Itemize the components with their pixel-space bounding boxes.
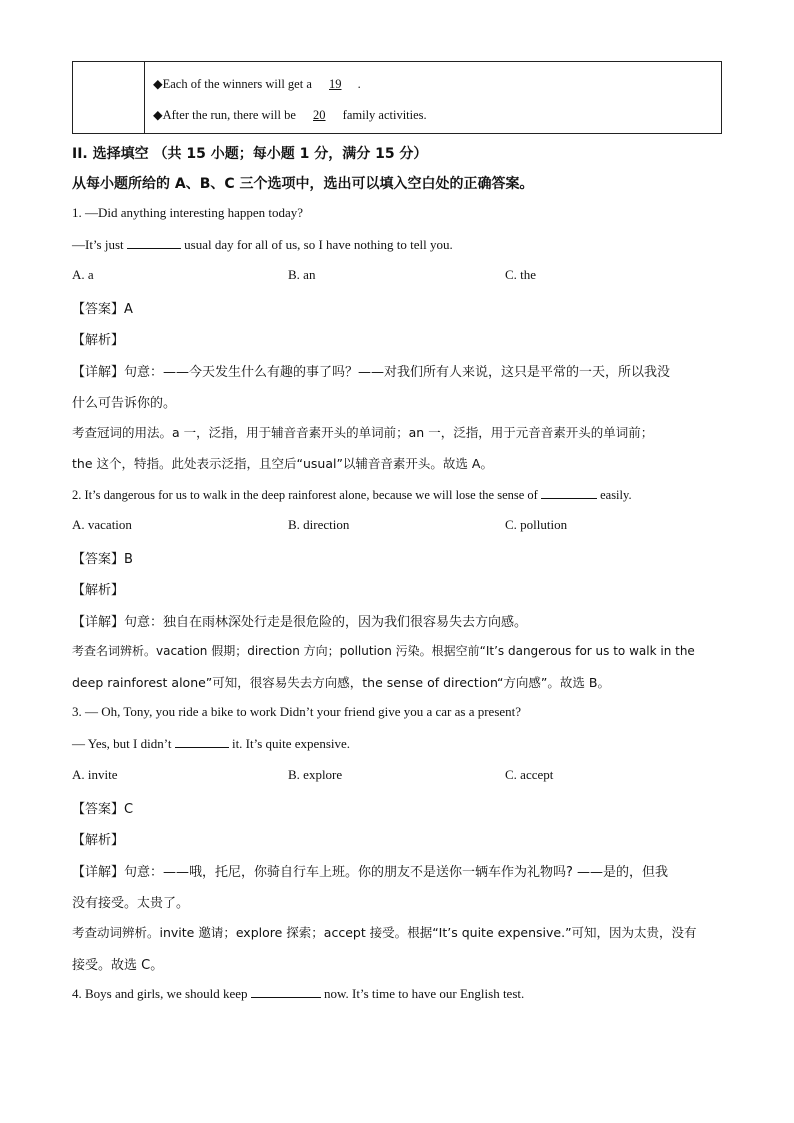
q2-option-a: A. vacation <box>72 517 132 532</box>
q3-detail-line2: 没有接受。太贵了。 <box>72 896 190 911</box>
table-line1-suffix: . <box>357 77 361 91</box>
section-instruction: 从每小题所给的 A、B、C 三个选项中，选出可以填入空白处的正确答案。 <box>72 176 534 192</box>
q2-blank <box>541 486 597 499</box>
section-title: II. 选择填空 （共 15 小题；每小题 1 分，满分 15 分） <box>72 146 428 162</box>
q2-detail-line2: 考查名词辨析。vacation 假期；direction 方向；pollution 污染。根据空前“It’s dangerous for us to walk in the <box>72 644 695 658</box>
q1-option-b: B. an <box>288 267 316 282</box>
q3-detail-line3: 考查动词辨析。invite 邀请；explore 探索；accept 接受。根据“It’s quite expensive.”可知，因为太贵，没有 <box>72 925 697 940</box>
q2-option-c: C. pollution <box>505 517 568 532</box>
q4-blank <box>251 985 321 998</box>
q1-stem-line2 <box>72 236 453 253</box>
q3-detail-line1: 【详解】句意：——哦，托尼，你骑自行车上班。你的朋友不是送你一辆车作为礼物吗? ——是的，但我 <box>72 865 669 880</box>
q3-option-c: C. accept <box>505 767 554 782</box>
continuation-table <box>72 61 722 134</box>
table-line-19 <box>153 76 361 92</box>
q2-detail-line1: 【详解】句意：独自在雨林深处行走是很危险的，因为我们很容易失去方向感。 <box>72 615 528 630</box>
q1-option-c: C. the <box>505 267 537 282</box>
table-left-cell <box>73 62 145 133</box>
q2-stem1-b: easily. <box>600 488 632 502</box>
q3-option-a: A. invite <box>72 767 118 782</box>
q1-stem-line1: 1. —Did anything interesting happen today? <box>72 205 304 220</box>
q1-blank <box>127 236 181 249</box>
q3-stem-line1: 3. — Oh, Tony, you ride a bike to work Didn’t your friend give you a car as a present? <box>72 704 522 719</box>
q2-option-b: B. direction <box>288 517 350 532</box>
q3-stem2-b: it. It’s quite expensive. <box>231 736 351 751</box>
q1-stem2-a: —It’s just <box>72 237 124 252</box>
q4-stem <box>72 985 524 1002</box>
q3-stem-line2 <box>72 735 350 752</box>
q1-stem2-b: usual day for all of us, so I have nothing to tell you. <box>184 237 453 252</box>
q3-stem2-a: — Yes, but I didn’t <box>72 736 172 751</box>
q1-option-a: A. a <box>72 267 94 282</box>
q2-analysis-label: 【解析】 <box>72 583 125 598</box>
q4-stem-a: 4. Boys and girls, we should keep <box>72 986 248 1001</box>
q1-detail-line2: 什么可告诉你的。 <box>72 396 177 411</box>
table-line-20 <box>153 107 427 123</box>
q1-detail-line4: the 这个，特指。此处表示泛指，且空后“usual”以辅音音素开头。故选 A。 <box>72 456 493 471</box>
table-line2-prefix: ◆After the run, there will be <box>153 108 296 122</box>
q3-detail-line4: 接受。故选 C。 <box>72 958 164 973</box>
q3-blank <box>175 735 229 748</box>
q3-option-b: B. explore <box>288 767 343 782</box>
q1-answer: 【答案】A <box>72 302 133 317</box>
q2-stem-line1 <box>72 486 632 503</box>
q2-detail-line3: deep rainforest alone”可知，很容易失去方向感，the sense of direction“方向感”。故选 B。 <box>72 675 610 690</box>
q2-stem1-a: 2. It’s dangerous for us to walk in the deep rainforest alone, because we will lose the sense of <box>72 488 538 502</box>
q1-analysis-label: 【解析】 <box>72 333 125 348</box>
q3-answer: 【答案】C <box>72 802 134 817</box>
blank-answer-19: 19 <box>329 77 342 91</box>
table-line1-prefix: ◆Each of the winners will get a <box>153 77 312 91</box>
q3-analysis-label: 【解析】 <box>72 833 125 848</box>
q1-detail-line3: 考查冠词的用法。a 一，泛指，用于辅音音素开头的单词前；an 一，泛指，用于元音音素开头的单词前； <box>72 425 654 440</box>
blank-answer-20: 20 <box>313 108 326 122</box>
table-line2-suffix: family activities. <box>342 108 427 122</box>
q4-stem-b: now. It’s time to have our English test. <box>323 986 525 1001</box>
q1-detail-line1: 【详解】句意：——今天发生什么有趣的事了吗？——对我们所有人来说，这只是平常的一天，所以我没 <box>72 365 671 380</box>
q2-answer: 【答案】B <box>72 552 133 567</box>
